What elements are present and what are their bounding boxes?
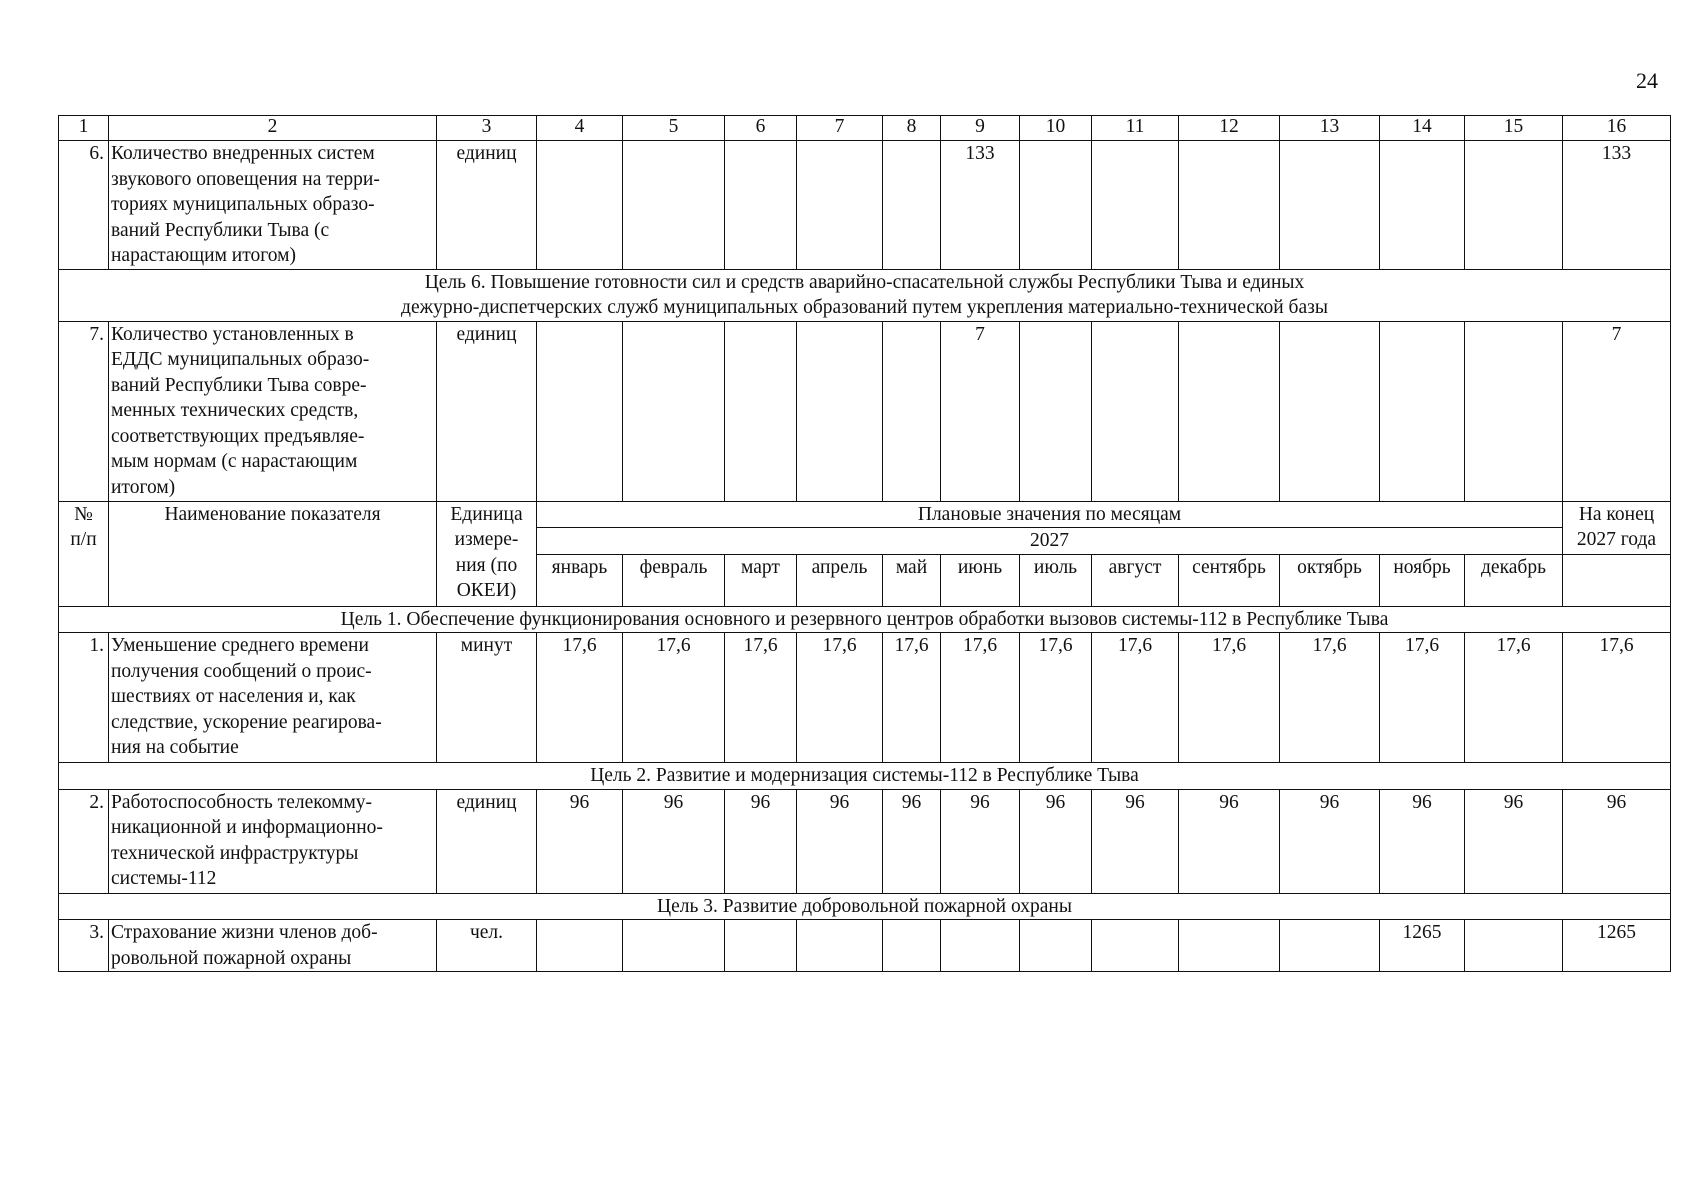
- month-value: [725, 141, 797, 270]
- row-number: 1.: [59, 633, 109, 763]
- month-value: 96: [941, 789, 1020, 893]
- header-row: [59, 501, 1671, 528]
- month-value: [1092, 920, 1179, 972]
- month-value: 96: [797, 789, 883, 893]
- month-header: август: [1092, 554, 1179, 606]
- month-value: [1280, 920, 1380, 972]
- column-number: 9: [941, 116, 1020, 141]
- indicator-name: Страхование жизни членов доб- ровольной пожарной охраны: [109, 920, 437, 972]
- month-value: 17,6: [1280, 633, 1380, 763]
- indicator-name: Количество установленных в ЕДДС муниципальных образо- ваний Республики Тыва совре- менных технических средств, соответствующих предъявляе- мым нормам (с нарастающим итогом): [109, 321, 437, 501]
- column-number: 2: [109, 116, 437, 141]
- column-number: 5: [623, 116, 725, 141]
- month-value: [883, 141, 941, 270]
- row-number: 2.: [59, 789, 109, 893]
- month-value: 96: [1280, 789, 1380, 893]
- month-value: [797, 141, 883, 270]
- month-value: [725, 321, 797, 501]
- month-value: 96: [537, 789, 623, 893]
- header-year: 2027: [537, 528, 1563, 555]
- month-value: 17,6: [1092, 633, 1179, 763]
- month-value: [1020, 920, 1092, 972]
- month-value: 96: [1092, 789, 1179, 893]
- month-value: [1380, 321, 1465, 501]
- goal-row: [59, 763, 1671, 790]
- column-number: 16: [1563, 116, 1671, 141]
- month-header: июль: [1020, 554, 1092, 606]
- page-number: 24: [1636, 68, 1658, 93]
- column-number: 8: [883, 116, 941, 141]
- month-value: 133: [941, 141, 1020, 270]
- month-value: 17,6: [725, 633, 797, 763]
- goal-heading: Цель 3. Развитие добровольной пожарной охраны: [59, 893, 1671, 920]
- goal-heading: Цель 6. Повышение готовности сил и средств аварийно-спасательной службы Республики Тыва и единых дежурно-диспетчерских служб муниципальных образований путем укрепления материально-технической базы: [59, 269, 1671, 321]
- month-value: 96: [1380, 789, 1465, 893]
- column-number: 3: [437, 116, 537, 141]
- column-number: 15: [1465, 116, 1563, 141]
- header-number: № п/п: [59, 501, 109, 606]
- table-row: [59, 789, 1671, 893]
- indicator-name: Работоспособность телекомму- никационной и информационно- технической инфраструктуры системы-112: [109, 789, 437, 893]
- month-value: [623, 141, 725, 270]
- row-number: 3.: [59, 920, 109, 972]
- month-value: [1092, 141, 1179, 270]
- column-number: 12: [1179, 116, 1280, 141]
- month-value: [1179, 141, 1280, 270]
- month-value: [623, 321, 725, 501]
- month-value: [725, 920, 797, 972]
- month-value: 17,6: [883, 633, 941, 763]
- month-value: 17,6: [941, 633, 1020, 763]
- table-row: [59, 141, 1671, 270]
- unit-cell: единиц: [437, 789, 537, 893]
- year-end-value: 1265: [1563, 920, 1671, 972]
- column-number: 1: [59, 116, 109, 141]
- month-value: [941, 920, 1020, 972]
- unit-cell: единиц: [437, 321, 537, 501]
- header-unit: Единица измере- ния (по ОКЕИ): [437, 501, 537, 606]
- table-row: [59, 920, 1671, 972]
- month-value: 96: [623, 789, 725, 893]
- month-value: 17,6: [797, 633, 883, 763]
- month-value: [1465, 920, 1563, 972]
- month-header: сентябрь: [1179, 554, 1280, 606]
- month-value: 96: [725, 789, 797, 893]
- year-end-value: 7: [1563, 321, 1671, 501]
- month-value: 96: [1020, 789, 1092, 893]
- month-header: январь: [537, 554, 623, 606]
- month-header: декабрь: [1465, 554, 1563, 606]
- year-end-value: 96: [1563, 789, 1671, 893]
- indicator-table: [58, 115, 1671, 972]
- header-empty-cell: [1563, 554, 1671, 606]
- row-number: 6.: [59, 141, 109, 270]
- month-value: [1020, 321, 1092, 501]
- unit-cell: минут: [437, 633, 537, 763]
- year-end-value: 17,6: [1563, 633, 1671, 763]
- month-header: май: [883, 554, 941, 606]
- table-row: [59, 321, 1671, 501]
- indicator-name: Количество внедренных систем звукового оповещения на терри- ториях муниципальных образо- ваний Республики Тыва (с нарастающим итогом): [109, 141, 437, 270]
- header-year-end: На конец 2027 года: [1563, 501, 1671, 554]
- goal-heading: Цель 2. Развитие и модернизация системы-112 в Республике Тыва: [59, 763, 1671, 790]
- header-planned-values: Плановые значения по месяцам: [537, 501, 1563, 528]
- row-number: 7.: [59, 321, 109, 501]
- goal-heading: Цель 1. Обеспечение функционирования основного и резервного центров обработки вызовов системы-112 в Республике Тыва: [59, 606, 1671, 633]
- month-value: 17,6: [1465, 633, 1563, 763]
- column-number: 13: [1280, 116, 1380, 141]
- month-value: 96: [1465, 789, 1563, 893]
- goal-row: [59, 606, 1671, 633]
- goal-row: [59, 269, 1671, 321]
- month-value: [797, 920, 883, 972]
- month-value: [537, 141, 623, 270]
- column-number-row: [59, 116, 1671, 141]
- month-header: октябрь: [1280, 554, 1380, 606]
- month-header: апрель: [797, 554, 883, 606]
- month-value: [1465, 321, 1563, 501]
- column-number: 4: [537, 116, 623, 141]
- header-indicator-name: Наименование показателя: [109, 501, 437, 606]
- month-value: 17,6: [1020, 633, 1092, 763]
- month-header: февраль: [623, 554, 725, 606]
- indicator-name: Уменьшение среднего времени получения сообщений о проис- шествиях от населения и, как следствие, ускорение реагирова- ния на событие: [109, 633, 437, 763]
- goal-row: [59, 893, 1671, 920]
- month-header: март: [725, 554, 797, 606]
- month-value: [883, 920, 941, 972]
- column-number: 6: [725, 116, 797, 141]
- month-value: [1179, 920, 1280, 972]
- month-value: 17,6: [1179, 633, 1280, 763]
- month-value: [1020, 141, 1092, 270]
- month-value: 17,6: [537, 633, 623, 763]
- month-value: [797, 321, 883, 501]
- month-value: [537, 321, 623, 501]
- month-value: 17,6: [623, 633, 725, 763]
- month-value: [537, 920, 623, 972]
- month-value: 96: [883, 789, 941, 893]
- month-value: [623, 920, 725, 972]
- month-value: 17,6: [1380, 633, 1465, 763]
- month-value: [883, 321, 941, 501]
- column-number: 11: [1092, 116, 1179, 141]
- unit-cell: единиц: [437, 141, 537, 270]
- month-value: 96: [1179, 789, 1280, 893]
- month-value: [1280, 141, 1380, 270]
- month-value: [1380, 141, 1465, 270]
- month-value: 7: [941, 321, 1020, 501]
- column-number: 10: [1020, 116, 1092, 141]
- month-value: 1265: [1380, 920, 1465, 972]
- month-header: ноябрь: [1380, 554, 1465, 606]
- month-header: июнь: [941, 554, 1020, 606]
- month-value: [1465, 141, 1563, 270]
- unit-cell: чел.: [437, 920, 537, 972]
- year-end-value: 133: [1563, 141, 1671, 270]
- table-row: [59, 633, 1671, 763]
- column-number: 7: [797, 116, 883, 141]
- month-value: [1092, 321, 1179, 501]
- month-value: [1179, 321, 1280, 501]
- month-value: [1280, 321, 1380, 501]
- column-number: 14: [1380, 116, 1465, 141]
